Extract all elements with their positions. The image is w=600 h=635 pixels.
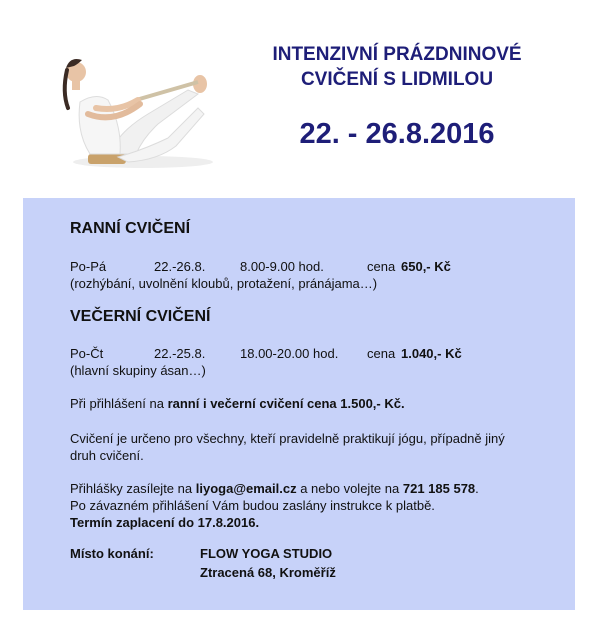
- morning-heading: RANNÍ CVIČENÍ: [70, 220, 191, 237]
- registration-email: liyoga@email.cz: [195, 481, 297, 496]
- venue-name: FLOW YOGA STUDIO: [200, 546, 333, 561]
- evening-price-label: cena: [367, 346, 396, 361]
- combo-prefix: Při přihlášení na: [70, 396, 164, 411]
- event-dates: 22. - 26.8.2016: [299, 118, 495, 150]
- evening-days: Po-Čt: [70, 346, 104, 361]
- payment-deadline: Termín zaplacení do 17.8.2016.: [70, 515, 260, 530]
- morning-description: (rozhýbání, uvolnění kloubů, protažení, pránájama…): [70, 276, 378, 291]
- morning-days: Po-Pá: [70, 259, 107, 274]
- registration-end: .: [475, 481, 479, 496]
- audience-line-2: druh cvičení.: [70, 448, 144, 463]
- combo-price-line: [70, 395, 405, 412]
- evening-price: 1.040,- Kč: [401, 346, 462, 361]
- morning-date-range: 22.-26.8.: [154, 259, 206, 274]
- evening-description: (hlavní skupiny ásan…): [70, 363, 206, 378]
- registration-instructions: Po závazném přihlášení Vám budou zaslány instrukce k platbě.: [70, 498, 435, 513]
- combo-bold: ranní i večerní cvičení cena 1.500,- Kč.: [167, 396, 405, 411]
- evening-date-range: 22.-25.8.: [154, 346, 206, 361]
- registration-prefix: Přihlášky zasílejte na: [70, 481, 193, 496]
- evening-time: 18.00-20.00 hod.: [240, 346, 339, 361]
- venue-label: Místo konání:: [70, 546, 154, 561]
- registration-phone: 721 185 578: [402, 481, 476, 496]
- yoga-woman-illustration: [48, 42, 218, 172]
- registration-middle: a nebo volejte na: [300, 481, 400, 496]
- morning-time: 8.00-9.00 hod.: [240, 259, 324, 274]
- title-line-1: INTENZIVNÍ PRÁZDNINOVÉ: [272, 44, 522, 65]
- event-title: [232, 42, 562, 92]
- title-line-2: CVIČENÍ S LIDMILOU: [300, 69, 494, 90]
- morning-price: 650,- Kč: [401, 259, 451, 274]
- info-panel: [23, 198, 575, 610]
- audience-line-1: Cvičení je určeno pro všechny, kteří pravidelně praktikují jógu, případně jiný: [70, 431, 505, 446]
- morning-price-label: cena: [367, 259, 396, 274]
- registration-line: [70, 480, 479, 497]
- evening-heading: VEČERNÍ CVIČENÍ: [70, 308, 211, 325]
- venue-address: Ztracená 68, Kroměříž: [200, 565, 336, 580]
